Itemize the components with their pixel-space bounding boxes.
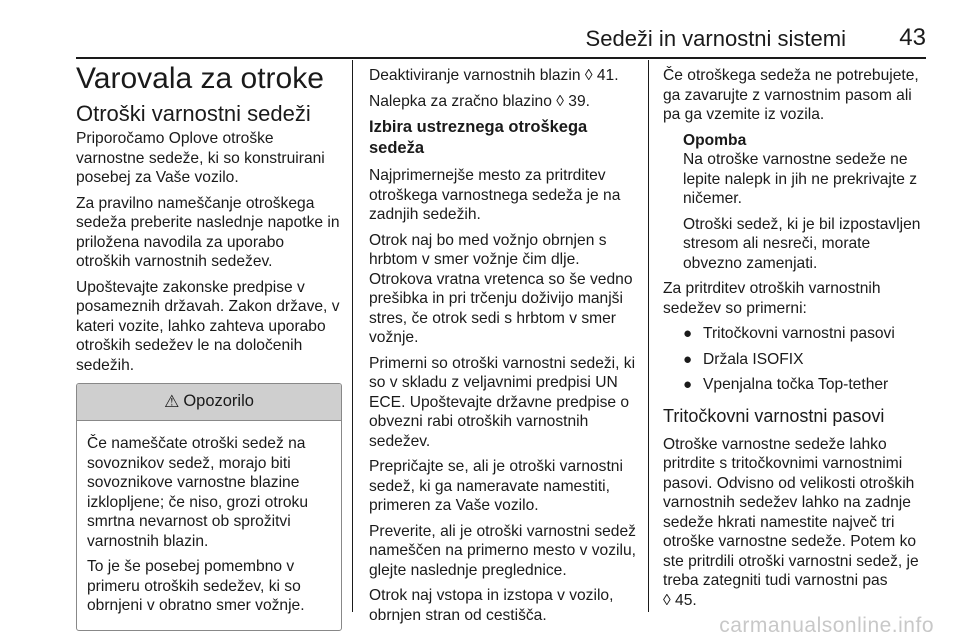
warning-box [76, 383, 342, 631]
note-paragraph: Na otroške varnostne sedeže ne lepite nalepk in jih ne prekrivajte z ničemer. [683, 151, 918, 207]
page-header [76, 24, 926, 58]
note-title: Opomba [683, 131, 747, 149]
column-divider-2 [648, 60, 649, 612]
list-item [683, 375, 933, 395]
note-block [663, 131, 933, 274]
left-column [76, 62, 342, 631]
list-item [683, 324, 933, 344]
reference-line: Nalepka za zračno blazino ◊ 39. [369, 92, 590, 110]
paragraph: Najprimernejše mesto za pritrditev otroškega varnostnega sedeža je na zadnjih sedežih. [369, 167, 621, 223]
list-item-label: Držala ISOFIX [703, 350, 804, 368]
page-number: 43 [899, 24, 926, 51]
watermark: carmanualsonline.info [719, 614, 934, 637]
running-title: Sedeži in varnostni sistemi [585, 26, 846, 51]
paragraph: Otrok naj vstopa in izstopa v vozilo, obrnjen stran od cestišča. [369, 587, 614, 624]
list-item-label: Vpenjalna točka Top-tether [703, 376, 889, 393]
paragraph-text: Otroške varnostne sedeže lahko pritrdite s tritočkovnimi varnostnimi pasovi. Odvisno od velikosti otroških varnostnih sedežev lahko na zadnje sedeže hkrati namestite največ tri otroške varnostne sedeže. Potem ko ste pritrdili otroški varnostni sedež, je treba zategniti tudi varnostni pas [663, 435, 919, 589]
paragraph: Otrok naj bo med vožnjo obrnjen s hrbtom v smer vožnje čim dlje. Otrokova vratna vretenca so še vedno prešibka in pri trčenju doživijo manjši stres, če otrok sedi s hrbtom v smer vožnje. [369, 231, 633, 346]
section-title: Otroški varnostni sedeži [76, 101, 311, 126]
bullet-icon: ● [683, 325, 693, 342]
header-rule [76, 57, 926, 59]
subheading: Izbira ustreznega otroškega sedeža [369, 118, 588, 157]
paragraph: Upoštevajte zakonske predpise v posameznih državah. Zakon države, v kateri vozite, lahko zahteva uporabo otroških sedežev le na določenih sedežih. [76, 278, 340, 374]
paragraph: Priporočamo Oplove otroške varnostne sedeže, ki so konstruirani posebej za Vaše vozilo. [76, 130, 325, 186]
right-column [663, 66, 933, 616]
paragraph: Primerni so otroški varnostni sedeži, ki so v skladu z veljavnimi predpisi UN ECE. Upoštevajte državne predpise o obvezni rabi otroških varnostnih sedežev. [369, 354, 636, 450]
subheading: Tritočkovni varnostni pasovi [663, 405, 885, 426]
warning-body [77, 421, 341, 630]
middle-column [369, 66, 637, 631]
chapter-title: Varovala za otroke [76, 62, 324, 95]
paragraph: Za pravilno nameščanje otroškega sedeža preberite naslednje napotke in priložena navodila za uporabo otroških varnostnih sedežev. [76, 194, 340, 270]
warning-triangle-icon: ⚠ [164, 392, 180, 412]
warning-header [77, 384, 341, 421]
column-divider-1 [352, 60, 353, 612]
bullet-icon: ● [683, 376, 693, 393]
cross-reference-link[interactable]: ◊ 45. [663, 591, 697, 609]
list-item [683, 350, 933, 370]
list-item-label: Tritočkovni varnostni pasovi [703, 325, 895, 342]
reference-line: Deaktiviranje varnostnih blazin ◊ 41. [369, 67, 619, 84]
paragraph: Prepričajte se, ali je otroški varnostni sedež, ki ga nameravate namestiti, primeren za Vaše vozilo. [369, 458, 623, 514]
paragraph [663, 435, 933, 611]
paragraph: Za pritrditev otroških varnostnih sedežev so primerni: [663, 280, 881, 317]
warning-paragraph: To je še posebej pomembno v primeru otroških sedežev, ki so obrnjeni v obratno smer vožnje. [87, 558, 305, 614]
warning-title: Opozorilo [183, 392, 254, 411]
bullet-list [663, 324, 933, 395]
warning-paragraph: Če nameščate otroški sedež na sovoznikov sedež, morajo biti sovoznikove varnostne blazine izklopljene; če niso, grozi otroku smrtna nevarnost ob sprožitvi varnostnih blazin. [87, 435, 309, 550]
bullet-icon: ● [683, 350, 693, 368]
paragraph: Preverite, ali je otroški varnostni sedež nameščen na primerno mesto v vozilu, glejte naslednje preglednice. [369, 522, 636, 579]
note-paragraph: Otroški sedež, ki je bil izpostavljen stresom ali nesreči, morate obvezno zamenjati. [683, 215, 921, 272]
paragraph: Če otroškega sedeža ne potrebujete, ga zavarujte z varnostnim pasom ali pa ga vzemite iz vozila. [663, 67, 919, 123]
